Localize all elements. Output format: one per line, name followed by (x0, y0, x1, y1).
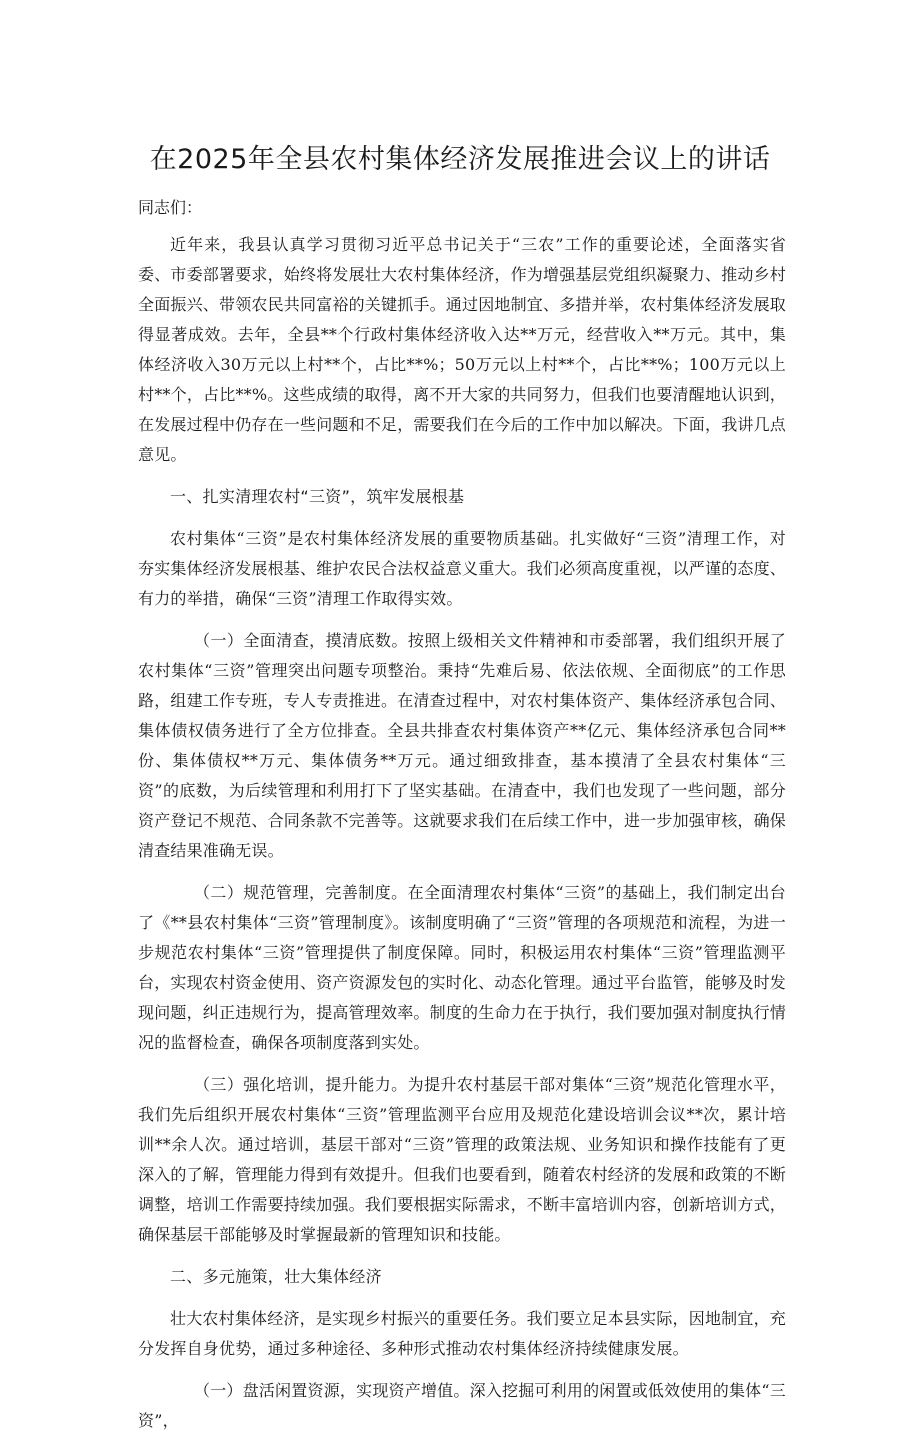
intro-paragraph: 近年来，我县认真学习贯彻习近平总书记关于“三农”工作的重要论述，全面落实省委、市委部署要求，始终将发展壮大农村集体经济，作为增强基层党组织凝聚力、推动乡村全面振兴、带领农民共同富裕的关键抓手。通过因地制宜、多措并举，农村集体经济发展取得显著成效。去年，全县**个行政村集体经济收入达**万元，经营收入**万元。其中，集体经济收入30万元以上村**个，占比**%；50万元以上村**个，占比**%；100万元以上村**个，占比**%。这些成绩的取得，离不开大家的共同努力，但我们也要清醒地认识到，在发展过程中仍存在一些问题和不足，需要我们在今后的工作中加以解决。下面，我讲几点意见。 (138, 235, 787, 464)
subsection-2-1: （一）盘活闲置资源，实现资产增值。深入挖掘可利用的闲置或低效使用的集体“三资”， (138, 1381, 786, 1430)
subsection-1-1: （一）全面清查，摸清底数。按照上级相关文件精神和市委部署，我们组织开展了农村集体“三资”管理突出问题专项整治。秉持“先难后易、依法依规、全面彻底”的工作思路，组建工作专班，专人专责推进。在清查过程中，对农村集体资产、集体经济承包合同、集体债权债务进行了全方位排查。全县共排查农村集体资产**亿元、集体经济承包合同**份、集体债权**万元、集体债务**万元。通过细致排查，基本摸清了全县农村集体“三资”的底数，为后续管理和利用打下了坚实基础。在清查中，我们也发现了一些问题，部分资产登记不规范、合同条款不完善等。这就要求我们在后续工作中，进一步加强审核，确保清查结果准确无误。 (138, 631, 787, 860)
section-1-paragraph: 农村集体“三资”是农村集体经济发展的重要物质基础。扎实做好“三资”清理工作，对夯实集体经济发展根基、维护农民合法权益意义重大。我们必须高度重视，以严谨的态度、有力的举措，确保“三资”清理工作取得实效。 (138, 529, 787, 608)
section-2-paragraph: 壮大农村集体经济，是实现乡村振兴的重要任务。我们要立足本县实际，因地制宜，充分发挥自身优势，通过多种途径、多种形式推动农村集体经济持续健康发展。 (138, 1309, 786, 1358)
subsection-1-3: （三）强化培训，提升能力。为提升农村基层干部对集体“三资”规范化管理水平，我们先后组织开展农村集体“三资”管理监测平台应用及规范化建设培训会议**次，累计培训**余人次。通过培训，基层干部对“三资”管理的政策法规、业务知识和操作技能有了更深入的了解，管理能力得到有效提升。但我们也要看到，随着农村经济的发展和政策的不断调整，培训工作需要持续加强。我们要根据实际需求，不断丰富培训内容，创新培训方式，确保基层干部能够及时掌握最新的管理知识和技能。 (138, 1075, 787, 1244)
document-title: 在2025年全县农村集体经济发展推进会议上的讲话 (149, 144, 771, 175)
document-body (138, 230, 786, 1448)
section-heading-1: 一、扎实清理农村“三资”，筑牢发展根基 (170, 487, 465, 506)
subsection-1-2: （二）规范管理，完善制度。在全面清理农村集体“三资”的基础上，我们制定出台了《**县农村集体“三资”管理制度》。该制度明确了“三资”管理的各项规范和流程，为进一步规范农村集体“三资”管理提供了制度保障。同时，积极运用农村集体“三资”管理监测平台，实现农村资金使用、资产资源发包的实时化、动态化管理。通过平台监管，能够及时发现问题，纠正违规行为，提高管理效率。制度的生命力在于执行，我们要加强对制度执行情况的监督检查，确保各项制度落到实处。 (138, 883, 787, 1052)
section-heading-2: 二、多元施策，壮大集体经济 (170, 1267, 382, 1286)
salutation: 同志们： (138, 198, 203, 217)
